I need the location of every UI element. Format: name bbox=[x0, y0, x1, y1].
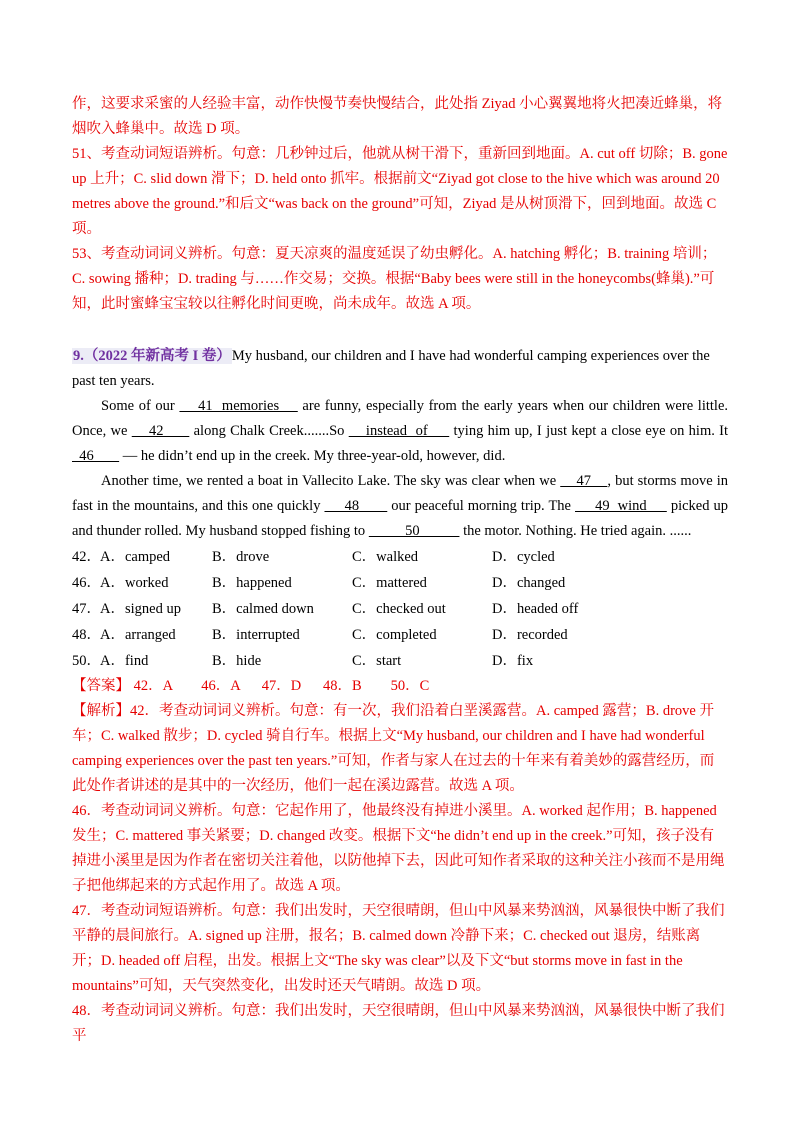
option-b: B．interrupted bbox=[212, 627, 300, 643]
option-b: B．calmed down bbox=[212, 601, 314, 617]
option-b: B．happened bbox=[212, 575, 292, 591]
option-number: 46． bbox=[72, 575, 101, 591]
option-a: A．worked bbox=[100, 575, 169, 591]
option-c: C．checked out bbox=[352, 601, 446, 617]
explanation-51: 51、考查动词短语辨析。句意：几秒钟过后，他就从树干滑下，重新回到地面。A. cut off 切除；B. gone up 上升；C. slid down 滑下；D. held onto 抓牢。根据前文“Ziyad got close to the hive which was around 20 metres above the ground.”和后文“was back on the ground”可知，Ziyad 是从树顶滑下，回到地面。故选 C 项。 bbox=[72, 146, 728, 237]
blank-46: 46 bbox=[72, 448, 120, 464]
option-c: C．completed bbox=[352, 627, 437, 643]
option-row bbox=[72, 648, 728, 674]
p1-text-2: are funny, especially from the early years when our children were little. Once, we bbox=[72, 398, 729, 439]
option-number: 47． bbox=[72, 601, 101, 617]
option-c: C．mattered bbox=[352, 575, 427, 591]
option-a: A．find bbox=[100, 653, 149, 669]
analysis-47: 47．考查动词短语辨析。句意：我们出发时，天空很晴朗，但山中风暴来势汹汹，风暴很快中断了我们平静的晨间旅行。A. signed up 注册，报名；B. calmed down 冷静下来；C. checked out 退房，结账离开；D. headed off 启程，出发。根据上文“The sky was clear”以及下文“but storms move in fast in the mountains”可知，天气突然变化，出发时还天气晴朗。故选 D 项。 bbox=[72, 903, 725, 994]
question-label: 9.（2022 年新高考 I 卷） bbox=[73, 348, 231, 364]
p2-text-3: our peaceful morning trip. The bbox=[387, 498, 576, 514]
passage-paragraph-1 bbox=[72, 394, 728, 469]
answer-line: 【答案】 42．A 46．A 47．D 48．B 50．C bbox=[72, 678, 430, 694]
p2-text-1: Another time, we rented a boat in Vallecito Lake. The sky was clear when we bbox=[101, 473, 561, 489]
analysis-46: 46．考查动词词义辨析。句意：它起作用了，他最终没有掉进小溪里。A. worked 起作用；B. happened 发生；C. mattered 事关紧要；D. changed 改变。根据下文“he didn’t end up in the creek.”可知，孩子没有掉进小溪里是因为作者在密切关注着他，以防他掉下去，因此可知作者采取的这种关注小孩而不是用绳子把他绑起来的方式起作用了。故选 A 项。 bbox=[72, 803, 725, 894]
question-intro bbox=[72, 344, 728, 394]
option-row bbox=[72, 622, 728, 648]
blank-instead-of: instead of bbox=[348, 423, 450, 439]
p1-text-5: — he didn’t end up in the creek. My three-year-old, however, did. bbox=[119, 448, 506, 464]
option-d: D．headed off bbox=[492, 601, 579, 617]
blank-48: 48 bbox=[324, 498, 388, 514]
explanation-50-tail: 作，这要求采蜜的人经验丰富，动作快慢节奏快慢结合，此处指 Ziyad 小心翼翼地将火把凑近蜂巢，将烟吹入蜂巢中。故选 D 项。 bbox=[72, 96, 723, 137]
blank-50: 50 bbox=[368, 523, 460, 539]
option-row bbox=[72, 544, 728, 570]
option-number: 48． bbox=[72, 627, 101, 643]
option-b: B．hide bbox=[212, 653, 262, 669]
option-b: B．drove bbox=[212, 549, 270, 565]
option-a: A．camped bbox=[100, 549, 171, 565]
explanation-53: 53、考查动词词义辨析。句意：夏天凉爽的温度延误了幼虫孵化。A. hatching 孵化；B. training 培训；C. sowing 播种；D. trading 与……作交易；交换。根据“Baby bees were still in the honeycombs(蜂巢).”可知，此时蜜蜂宝宝较以往孵化时间更晚，尚未成年。故选 A 项。 bbox=[72, 246, 717, 312]
option-c: C．start bbox=[352, 653, 402, 669]
analysis-48: 48．考查动词词义辨析。句意：我们出发时，天空很晴朗，但山中风暴来势汹汹，风暴很快中断了我们平 bbox=[72, 1003, 725, 1044]
passage-paragraph-2 bbox=[72, 469, 728, 544]
option-number: 50． bbox=[72, 653, 101, 669]
p1-text-4: tying him up, I just kept a close eye on him. It bbox=[449, 423, 729, 439]
p2-text-4: picked up and thunder rolled. My husband stopped fishing to bbox=[72, 498, 728, 539]
option-number: 42． bbox=[72, 549, 101, 565]
p1-text-1: Some of our bbox=[101, 398, 180, 414]
options-list bbox=[72, 544, 728, 674]
blank-42: 42 bbox=[131, 423, 190, 439]
option-a: A．arranged bbox=[100, 627, 176, 643]
blank-41: 41 memories bbox=[179, 398, 298, 414]
question-9 bbox=[72, 344, 728, 1049]
option-d: D．cycled bbox=[492, 549, 555, 565]
option-d: D．fix bbox=[492, 653, 534, 669]
analysis-42: 【解析】42．考查动词词义辨析。句意：有一次，我们沿着白垩溪露营。A. camped 露营；B. drove 开车；C. walked 散步；D. cycled 骑自行车。根据上文“My husband, our children and I have had wonderful camping experiences over the past ten years.”可知，作者与家人在过去的十年来有着美妙的露营经历，而此处作者讲述的是其中的一次经历，他们一起在溪边露营。故选 A 项。 bbox=[72, 703, 715, 794]
option-c: C．walked bbox=[352, 549, 419, 565]
option-row bbox=[72, 570, 728, 596]
blank-49: 49 wind bbox=[575, 498, 667, 514]
option-d: D．recorded bbox=[492, 627, 568, 643]
intro-text: My husband, our children and I have had wonderful camping experiences over the past ten years. bbox=[72, 348, 710, 389]
blank-47: 47 bbox=[560, 473, 608, 489]
p2-text-5: the motor. Nothing. He tried again. ...... bbox=[459, 523, 692, 539]
option-row bbox=[72, 596, 728, 622]
p1-text-3: along Chalk Creek.......So bbox=[189, 423, 349, 439]
p2-text-2: , but storms move in fast in the mountains, and this one quickly bbox=[72, 473, 728, 514]
option-a: A．signed up bbox=[100, 601, 181, 617]
prev-explanations bbox=[72, 92, 728, 317]
option-d: D．changed bbox=[492, 575, 566, 591]
